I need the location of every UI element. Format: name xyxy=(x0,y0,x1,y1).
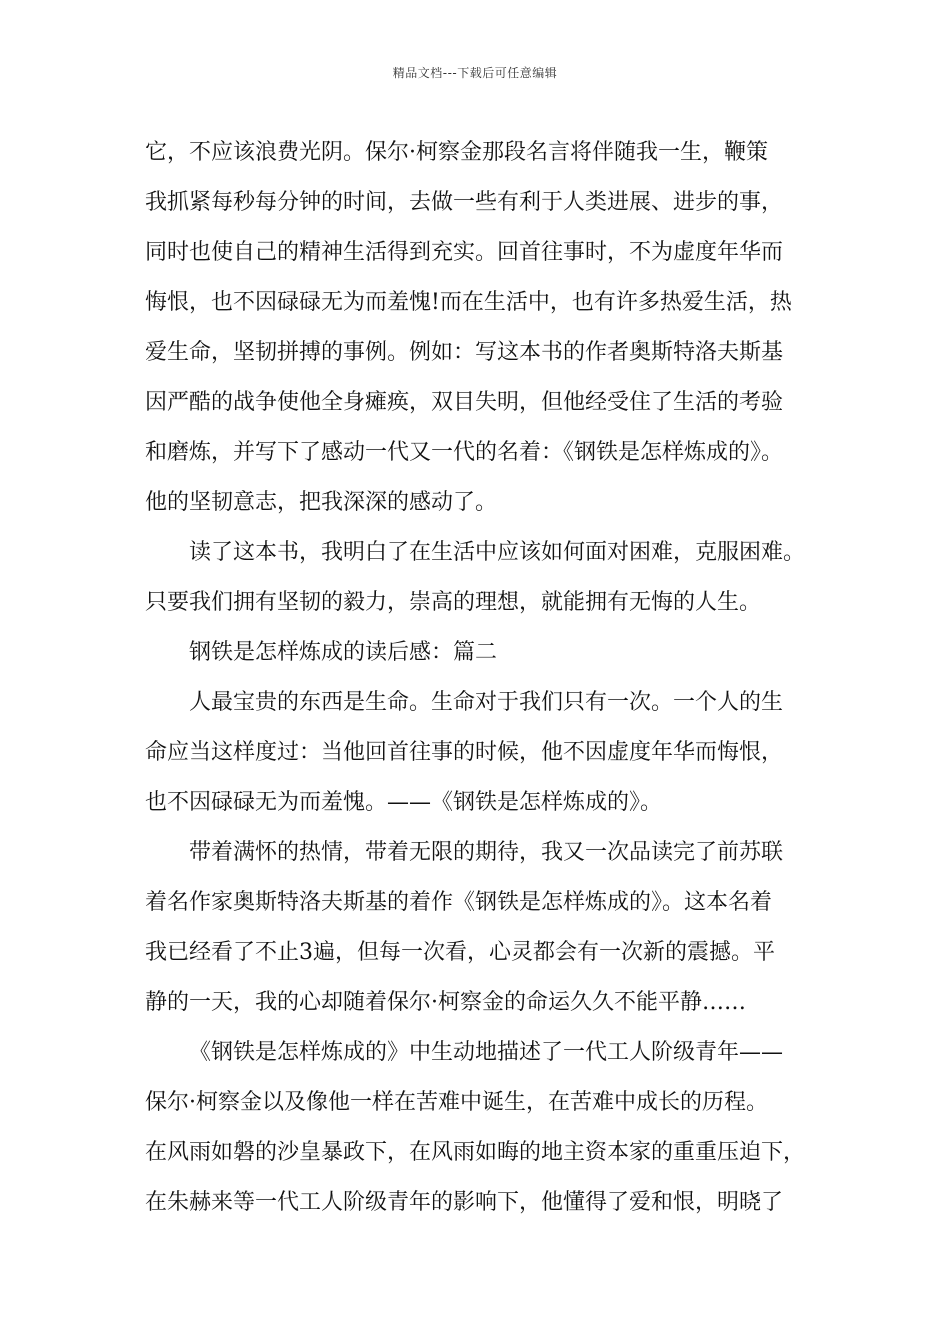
text-line: 命应当这样度过：当他回首往事的时候，他不因虚度年华而悔恨， xyxy=(145,740,784,765)
text-line: 静的一天，我的心却随着保尔·柯察金的命运久久不能平静…… xyxy=(145,990,746,1015)
page-header: 精品文档---下载后可任意编辑 xyxy=(392,66,558,80)
text-line: 带着满怀的热情，带着无限的期待，我又一次品读完了前苏联 xyxy=(189,840,784,865)
text-line: 我已经看了不止3遍，但每一次看，心灵都会有一次新的震撼。平 xyxy=(145,940,775,965)
section-heading: 钢铁是怎样炼成的读后感：篇二 xyxy=(189,640,498,665)
text-line: 读了这本书，我明白了在生活中应该如何面对困难，克服困难。 xyxy=(189,540,806,565)
text-line: 只要我们拥有坚韧的毅力，崇高的理想，就能拥有无悔的人生。 xyxy=(145,590,762,615)
text-line: 同时也使自己的精神生活得到充实。回首往事时，不为虚度年华而 xyxy=(145,240,784,265)
text-line: 在朱赫来等一代工人阶级青年的影响下，他懂得了爱和恨，明晓了 xyxy=(145,1190,784,1215)
text-line: 保尔·柯察金以及像他一样在苦难中诞生，在苦难中成长的历程。 xyxy=(145,1090,768,1115)
text-line: 也不因碌碌无为而羞愧。——《钢铁是怎样炼成的》。 xyxy=(145,790,663,815)
text-line: 《钢铁是怎样炼成的》中生动地描述了一代工人阶级青年—— xyxy=(189,1040,784,1065)
text-line: 因严酷的战争使他全身瘫痪，双目失明，但他经受住了生活的考验 xyxy=(145,390,784,415)
text-line: 悔恨，也不因碌碌无为而羞愧!而在生活中，也有许多热爱生活，热 xyxy=(145,290,792,315)
text-line: 和磨炼，并写下了感动一代又一代的名着：《钢铁是怎样炼成的》。 xyxy=(145,440,784,465)
text-line: 在风雨如磐的沙皇暴政下，在风雨如晦的地主资本家的重重压迫下， xyxy=(145,1140,806,1165)
text-line: 爱生命，坚韧拼搏的事例。例如：写这本书的作者奥斯特洛夫斯基 xyxy=(145,340,784,365)
text-line: 它，不应该浪费光阴。保尔·柯察金那段名言将伴随我一生，鞭策 xyxy=(145,140,768,165)
text-line: 着名作家奥斯特洛夫斯基的着作《钢铁是怎样炼成的》。这本名着 xyxy=(145,890,773,915)
document-body xyxy=(145,128,817,1228)
text-line: 他的坚韧意志，把我深深的感动了。 xyxy=(145,490,498,515)
text-line: 人最宝贵的东西是生命。生命对于我们只有一次。一个人的生 xyxy=(189,690,784,715)
text-line: 我抓紧每秒每分钟的时间，去做一些有利于人类进展、进步的事， xyxy=(145,190,784,215)
